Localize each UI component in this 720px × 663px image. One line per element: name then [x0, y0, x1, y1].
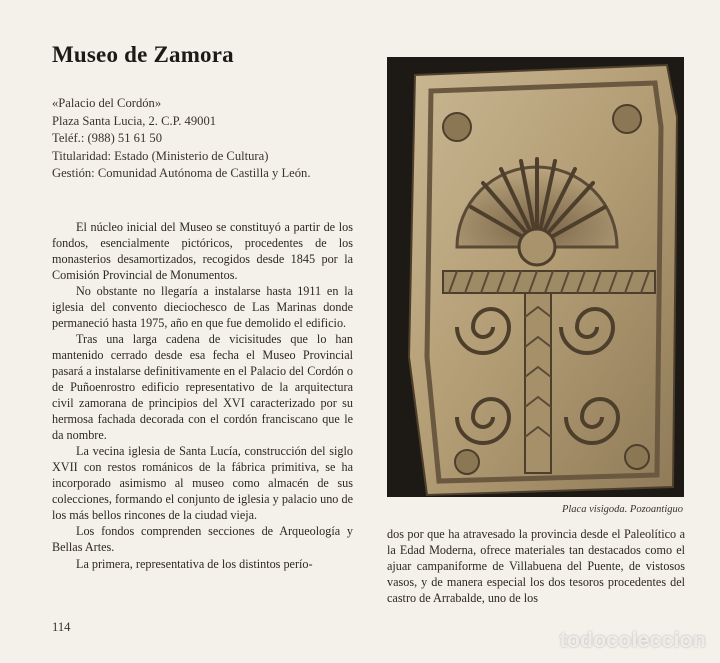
- museum-address-block: [52, 95, 372, 183]
- paragraph: El núcleo inicial del Museo se constituyó a partir de los fondos, esencialmente pictóricos, procedentes de los monasterios desamortizados, recogidos desde 1845 por la Comisión Provincial de Monumentos.: [52, 220, 353, 282]
- paragraph: La primera, representativa de los distintos perío-: [76, 556, 313, 571]
- page-number: 114: [52, 620, 71, 634]
- paragraph: La vecina iglesia de Santa Lucía, construcción del siglo XVII con restos románicos de la fábrica primitiva, se ha incorporado asimismo al museo como almacén de sus colecciones, formando el conjunto de iglesia y palacio uno de los más bellos rincones de la ciudad vieja.: [52, 444, 353, 522]
- watermark-logo: todocoleccion: [559, 629, 706, 652]
- body-text-left-column: [52, 220, 353, 573]
- paragraph: No obstante no llegaría a instalarse hasta 1911 en la iglesia del convento dieciochesco de Las Marinas donde permaneció hasta 1975, año en que fue demolido el edificio.: [52, 284, 353, 330]
- paragraph: dos por que ha atravesado la provincia desde el Paleolítico a la Edad Moderna, ofrece materiales tan destacados como el ajuar campaniforme de Villabuena del Puente, de vistosos vasos, y de manera especial los dos tesoros procedentes del castro de Arrabalde, uno de los: [387, 527, 685, 605]
- body-text-right-column: [387, 527, 685, 607]
- paragraph: Los fondos comprenden secciones de Arqueología y Bellas Artes.: [52, 524, 353, 555]
- address-line-ownership: Titularidad: Estado (Ministerio de Cultura): [52, 148, 269, 163]
- address-line-street: Plaza Santa Lucia, 2. C.P. 49001: [52, 113, 217, 128]
- page-title: Museo de Zamora: [52, 42, 234, 67]
- paragraph: Tras una larga cadena de vicisitudes que lo han mantenido cerrado desde esa fecha el Museo Provincial pasará a instalarse definitivamente en el Palacio del Cordón o de Puñoenrostro edificio representativo de la arquitectura civil zamorana de principios del XVI caracterizado por su hermosa fachada decorada con el cordón franciscano que le da nombre.: [52, 332, 353, 442]
- address-line-building: «Palacio del Cordón»: [52, 96, 162, 110]
- address-line-phone: Teléf.: (988) 51 61 50: [52, 131, 162, 146]
- photo-caption: Placa visigoda. Pozoantiguo: [561, 504, 683, 515]
- address-line-management: Gestión: Comunidad Autónoma de Castilla y León.: [52, 166, 311, 181]
- visigothic-plaque-photo: [387, 57, 684, 497]
- carved-stone-plaque-illustration: [387, 57, 684, 497]
